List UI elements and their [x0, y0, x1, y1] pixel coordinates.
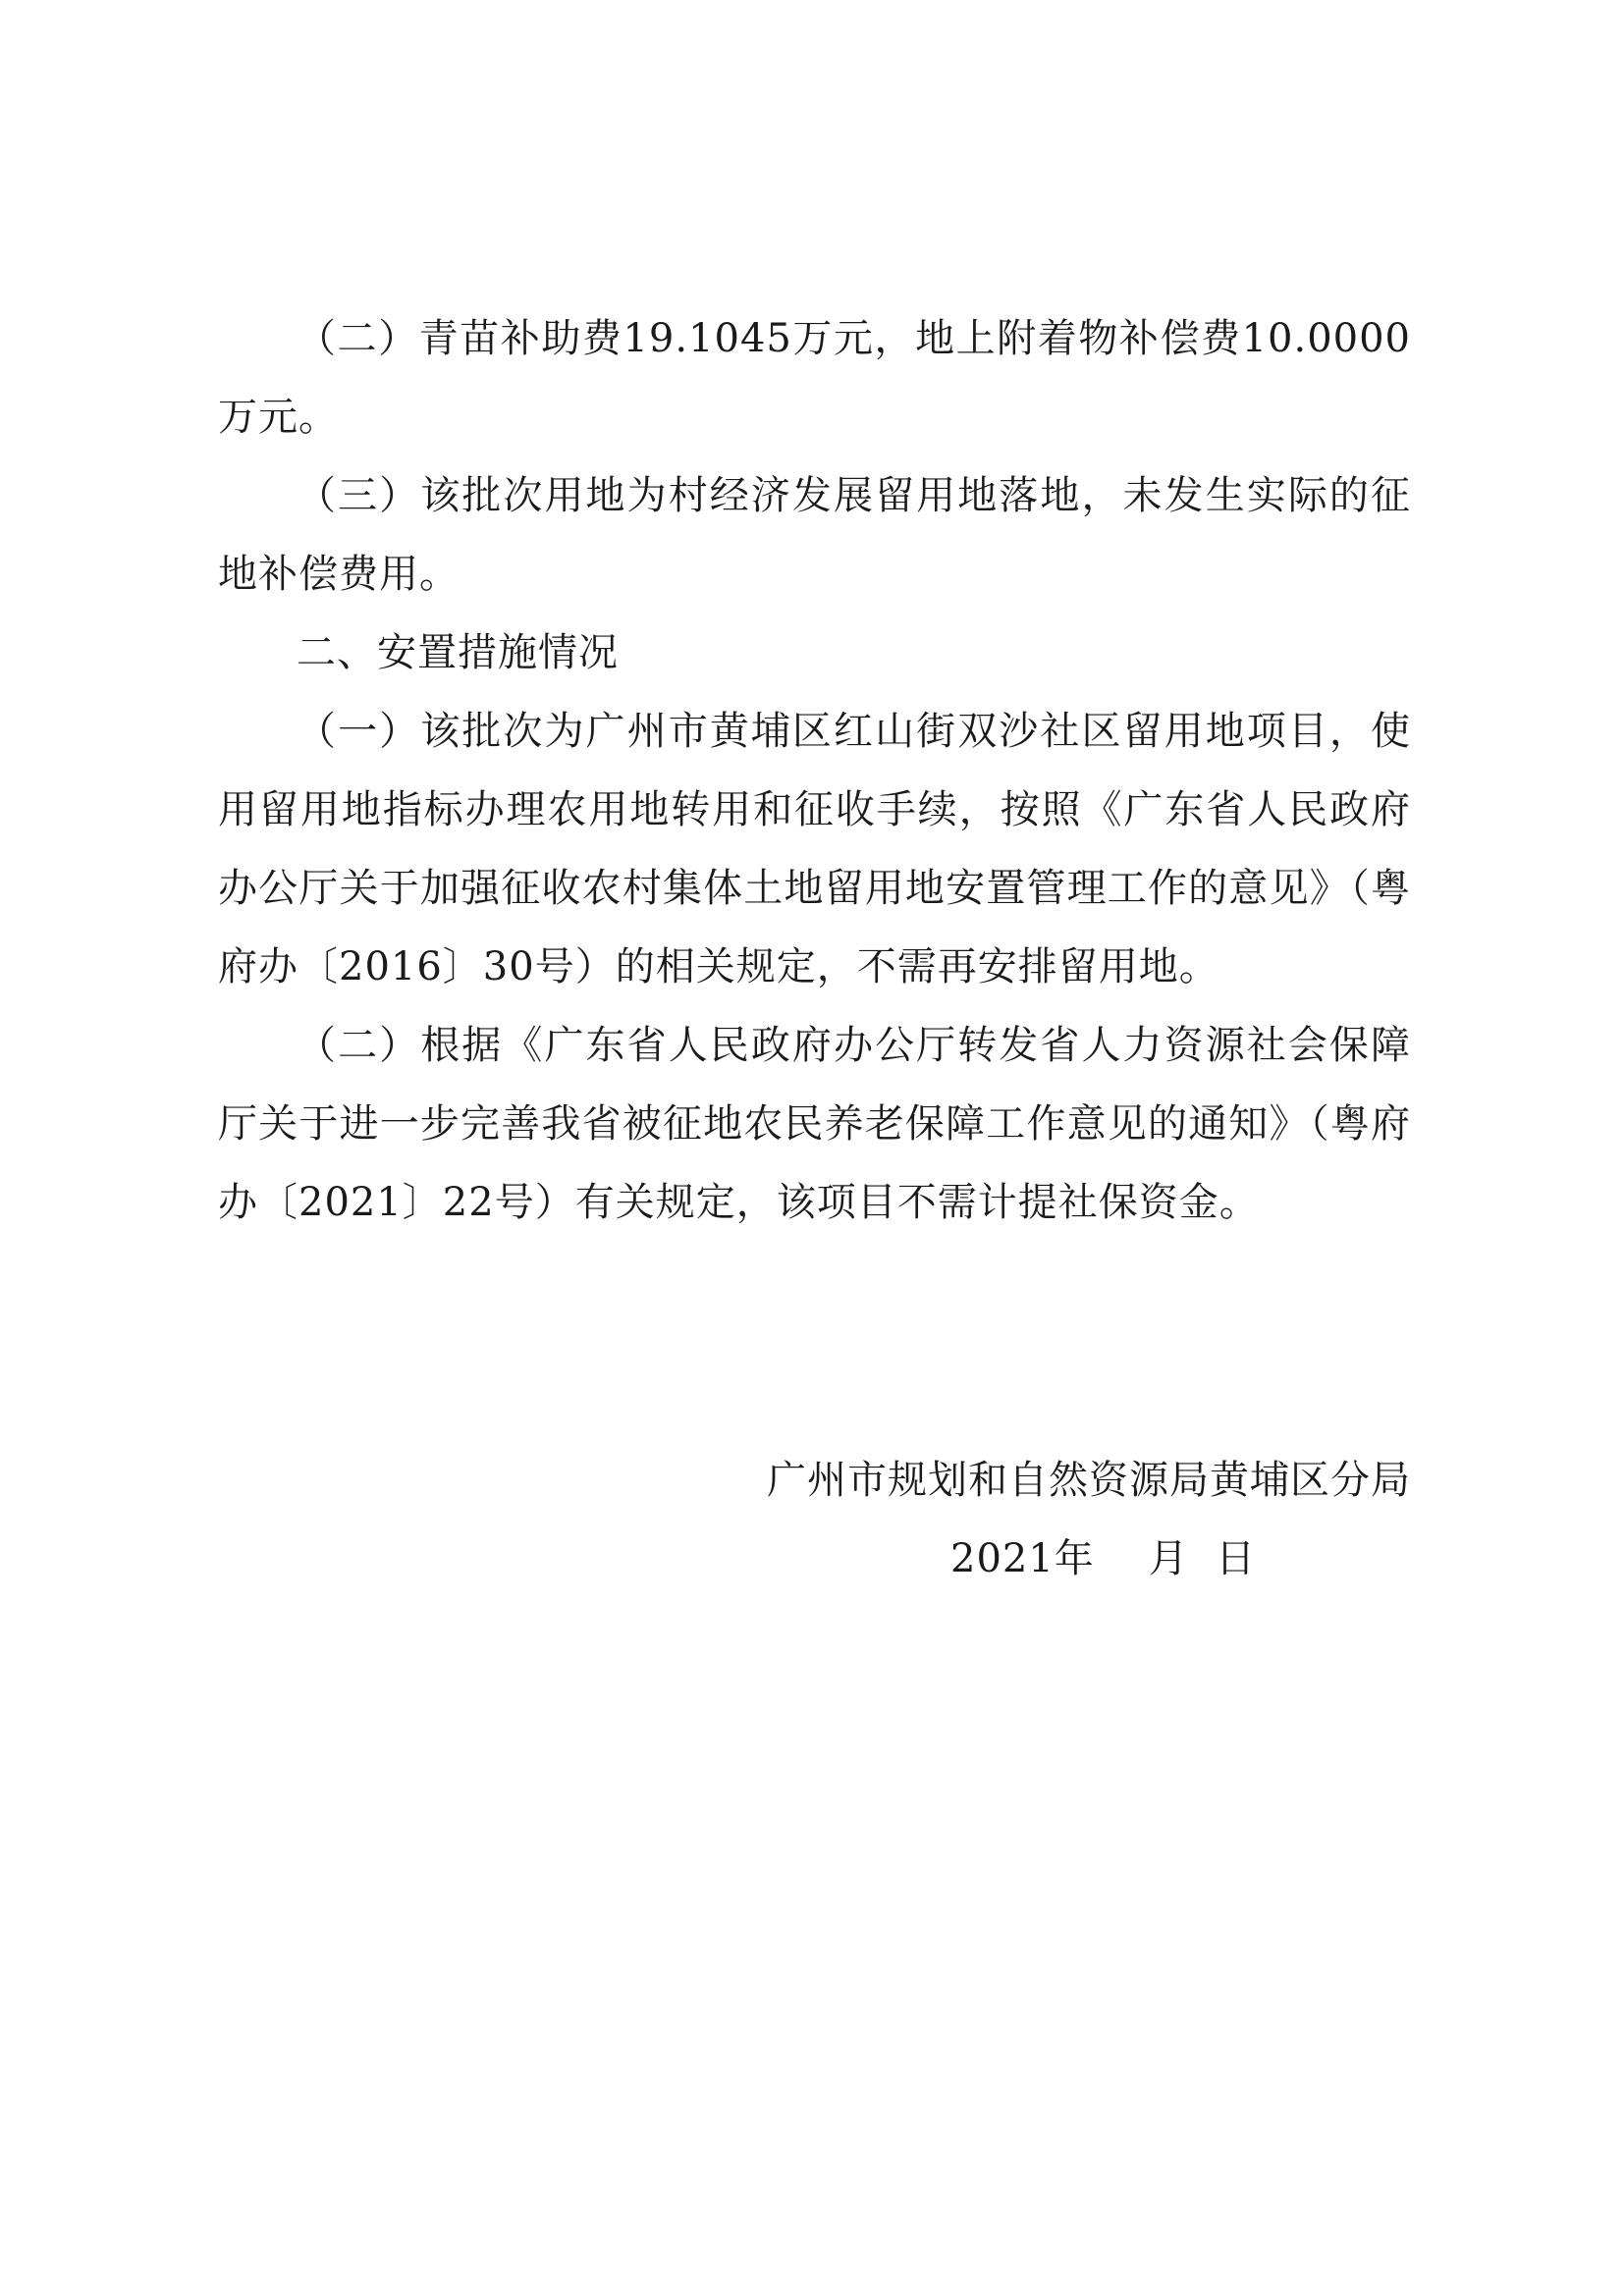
section-heading-resettlement: 二、安置措施情况: [297, 630, 619, 675]
issue-date: 2021年 月 日: [950, 1536, 1257, 1581]
document-body: [218, 299, 1411, 1242]
paragraph-compensation-fees: （二）青苗补助费19.1045万元，地上附着物补偿费10.0000万元。: [218, 316, 1411, 440]
paragraph-no-compensation: （三）该批次用地为村经济发展留用地落地，未发生实际的征地补偿费用。: [218, 473, 1411, 597]
paragraph-reserved-land: （一）该批次为广州市黄埔区红山街双沙社区留用地项目，使用留用地指标办理农用地转用和征收手续，按照《广东省人民政府办公厅关于加强征收农村集体土地留用地安置管理工作的意见》（粤府办〔2016〕30号）的相关规定，不需再安排留用地。: [218, 709, 1411, 989]
issuer-signature: 广州市规划和自然资源局黄埔区分局: [767, 1458, 1411, 1503]
paragraph-social-security: （二）根据《广东省人民政府办公厅转发省人力资源社会保障厅关于进一步完善我省被征地农民养老保障工作意见的通知》（粤府办〔2021〕22号）有关规定，该项目不需计提社保资金。: [218, 1023, 1411, 1225]
